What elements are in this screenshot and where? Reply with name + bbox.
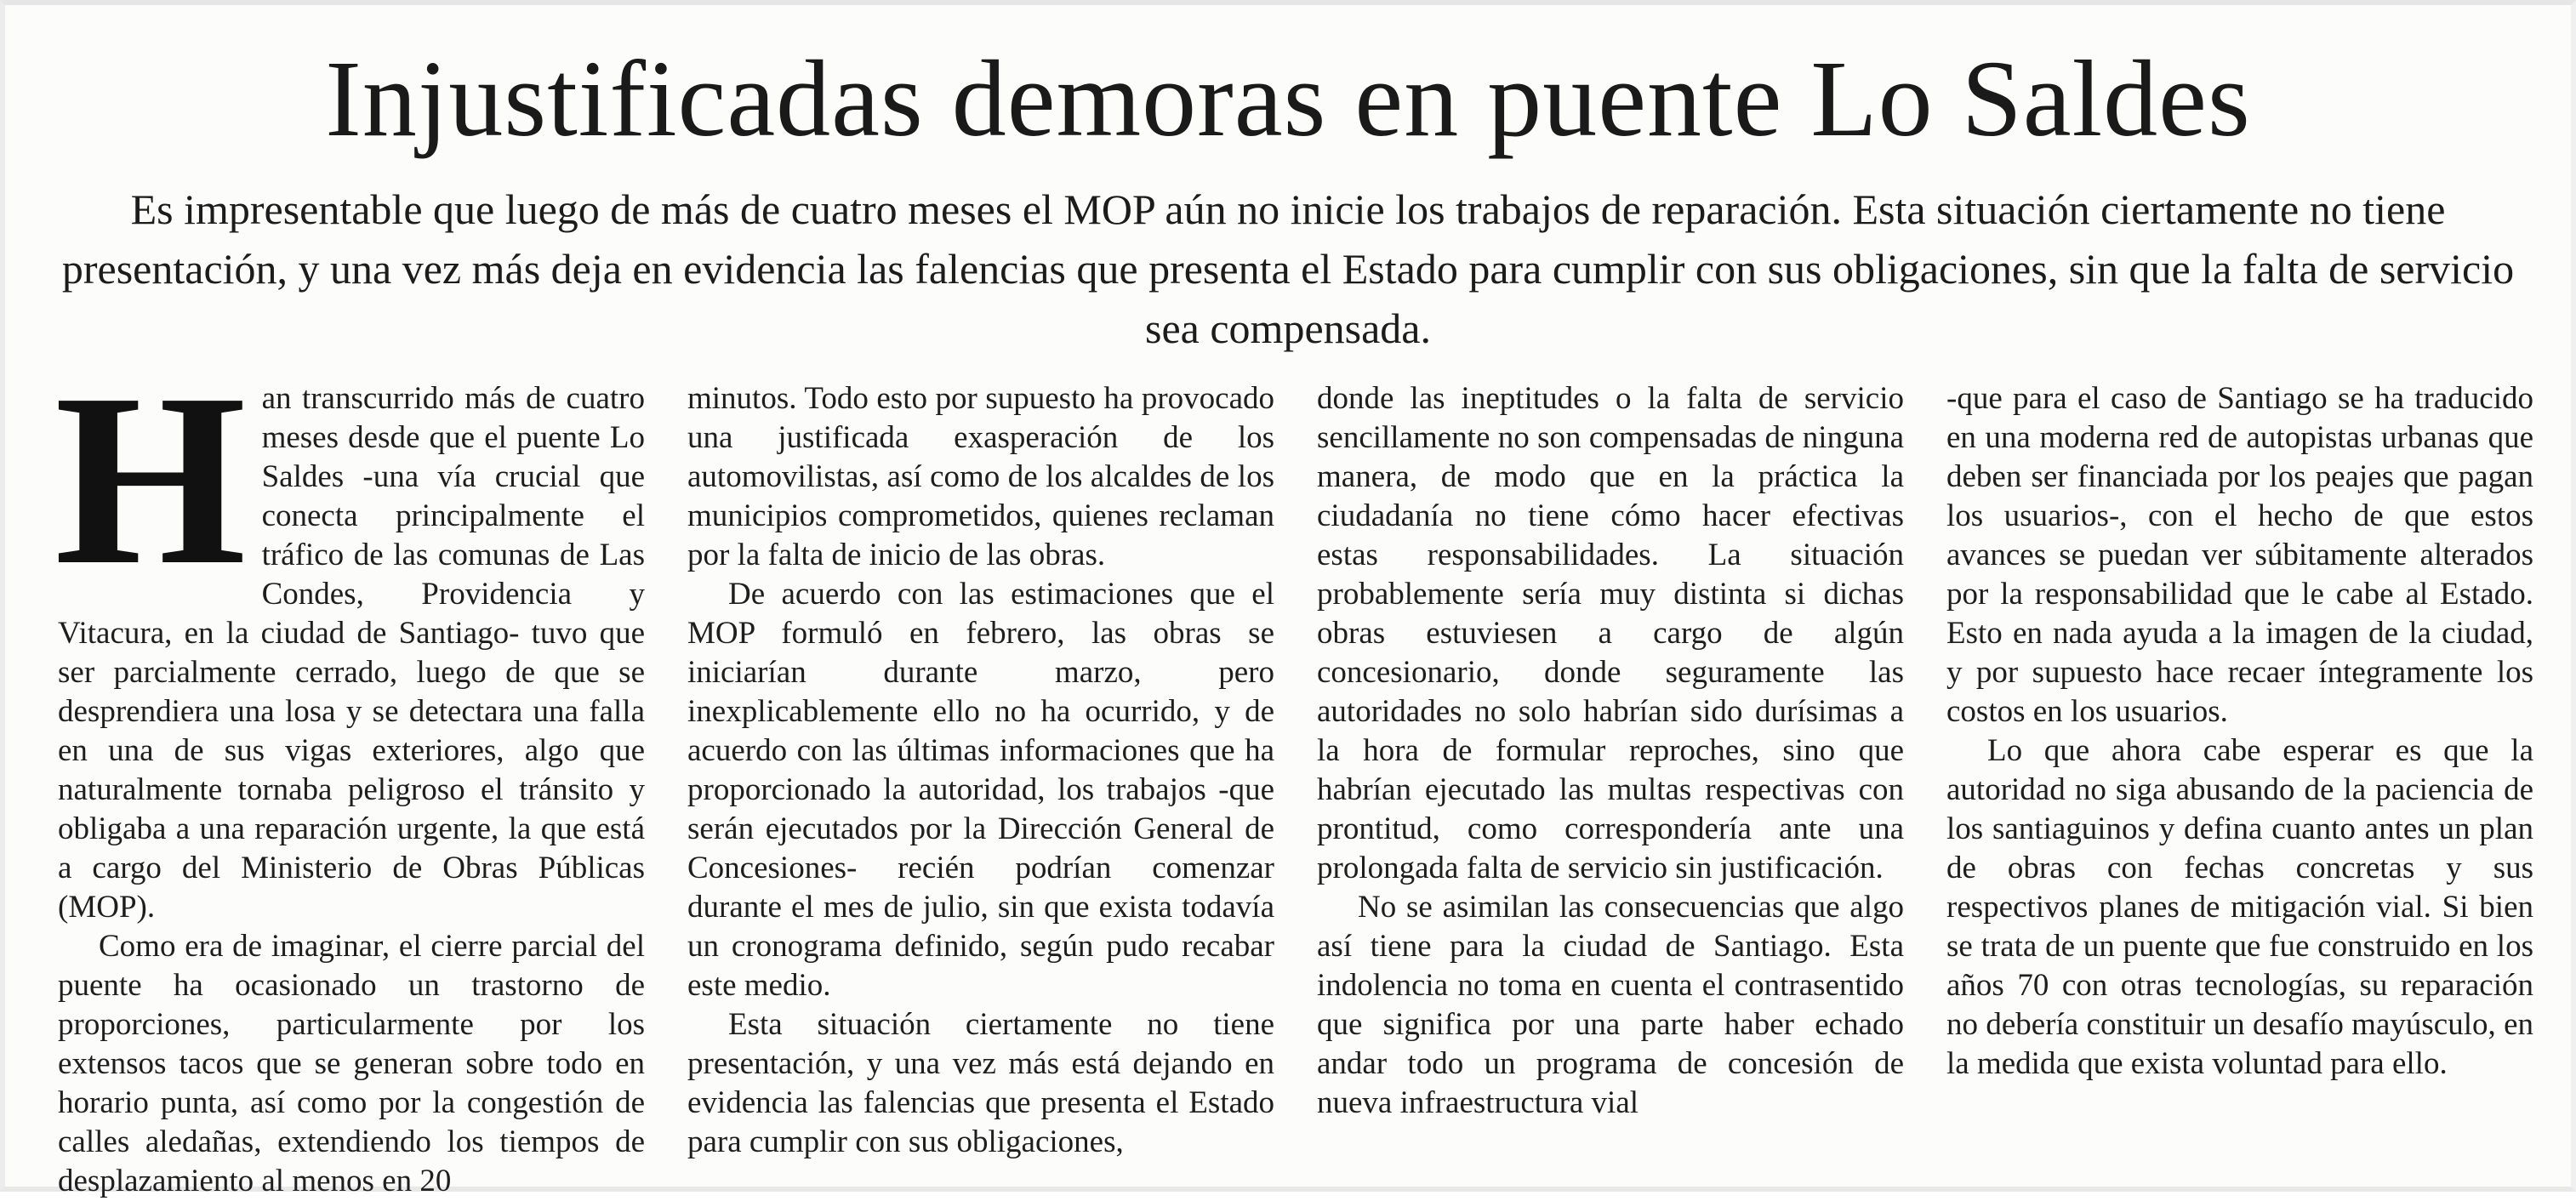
paragraph: Esta situación ciertamente no tiene presentación, y una vez más está dejando en evidencia las falencias que presenta el Estado para cumplir con sus obligaciones, xyxy=(687,1007,1274,1159)
drop-cap: H xyxy=(54,343,247,616)
article-body xyxy=(54,343,2533,1198)
paragraph: No se asimilan las consecuencias que algo así tiene para la ciudad de Santiago. Esta indolencia no toma en cuenta el contrasentido que significa por una parte haber echado andar todo un programa de concesión de nueva infraestructura vial xyxy=(1317,890,1904,1120)
paragraph: De acuerdo con las estimaciones que el MOP formuló en febrero, las obras se iniciarían durante marzo, pero inexplicablemente ello no ha ocurrido, y de acuerdo con las últimas informaciones que ha proporcionado la autoridad, los trabajos -que serán ejecutados por la Dirección General de Concesiones- recién podrían comenzar durante el mes de julio, sin que exista todavía un cronograma definido, según pudo recabar este medio. xyxy=(687,577,1274,1003)
paragraph: minutos. Todo esto por supuesto ha provocado una justificada exasperación de los automovilistas, así como de los alcaldes de los municipios comprometidos, quienes reclaman por la falta de inicio de las obras. xyxy=(687,381,1274,572)
subheadline: Es impresentable que luego de más de cuatro meses el MOP aún no inicie los trabajos de reparación. Esta situación ciertamente no tiene presentación, y una vez más deja en evidencia las falencias que presenta el Estado para cumplir con sus obligaciones, sin que la falta de servicio sea compensada. xyxy=(61,185,2515,352)
column-1 xyxy=(54,343,645,1198)
headline: Injustificadas demoras en puente Lo Saldes xyxy=(325,38,2251,159)
column-4 xyxy=(1946,379,2533,1162)
paragraph: donde las ineptitudes o la falta de servicio sencillamente no son compensadas de ninguna manera, de modo que en la práctica la ciudadanía no tiene cómo hacer efectivas estas responsabilidades. La situación probablemente sería muy distinta si dichas obras estuviesen a cargo de algún concesionario, donde seguramente las autoridades no solo habrían sido durísimas a la hora de formular reproches, sino que habrían ejecutado las multas respectivas con prontitud, como correspondería ante una prolongada falta de servicio sin justificación. xyxy=(1317,381,1904,885)
paragraph: Lo que ahora cabe esperar es que la autoridad no siga abusando de la paciencia de los santiaguinos y defina cuanto antes un plan de obras con fechas concretas y sus respectivos planes de mitigación vial. Si bien se trata de un puente que fue construido en los años 70 con otras tecnologías, su reparación no debería constituir un desafío mayúsculo, en la medida que exista voluntad para ello. xyxy=(1946,733,2533,1081)
paragraph: Como era de imaginar, el cierre parcial del puente ha ocasionado un trastorno de proporciones, particularmente por los extensos tacos que se generan sobre todo en horario punta, así como por la congestión de calles aledañas, extendiendo los tiempos de desplazamiento al menos en 20 xyxy=(58,929,645,1198)
column-3 xyxy=(1317,379,1904,1162)
paragraph: an transcurrido más de cuatro meses desde que el puente Lo Saldes -una vía crucial que conecta principalmente el tráfico de las comunas de Las Condes, Providencia y Vitacura, en la ciudad de Santiago- tuvo que ser parcialmente cerrado, luego de que se desprendiera una losa y se detectara una falla en una de sus vigas exteriores, algo que naturalmente tornaba peligroso el tránsito y obligaba a una reparación urgente, la que está a cargo del Ministerio de Obras Públicas (MOP). xyxy=(58,381,645,925)
column-2 xyxy=(687,379,1274,1162)
paragraph: -que para el caso de Santiago se ha traducido en una moderna red de autopistas urbanas que deben ser financiada por los peajes que pagan los usuarios-, con el hecho de que estos avances se puedan ver súbitamente alterados por la responsabilidad que le cabe al Estado. Esto en nada ayuda a la imagen de la ciudad, y por supuesto hace recaer íntegramente los costos en los usuarios. xyxy=(1946,381,2533,729)
